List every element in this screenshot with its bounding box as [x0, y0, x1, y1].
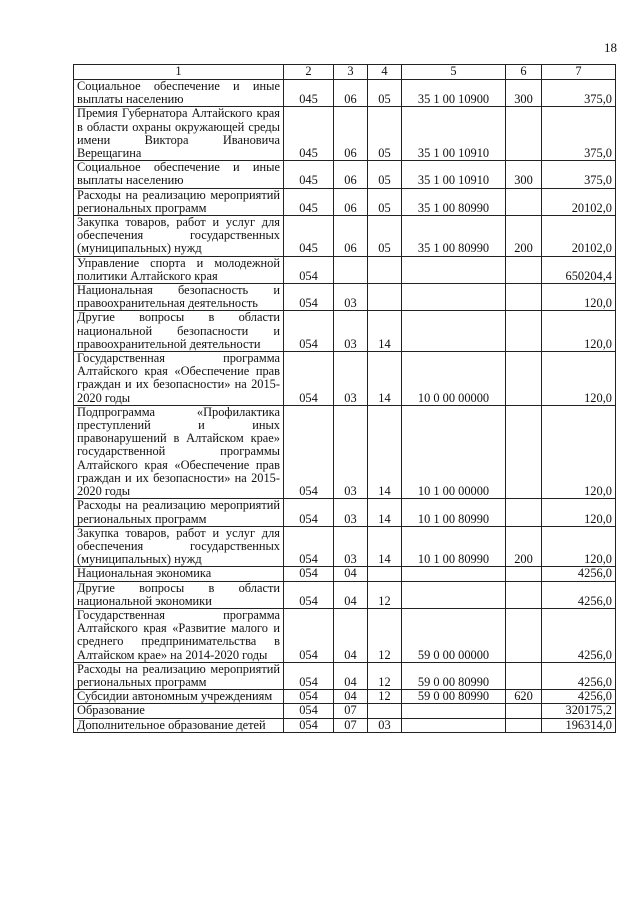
subsection-code: 05 [368, 188, 402, 215]
subsection-code: 12 [368, 608, 402, 662]
ministry-code: 054 [284, 608, 334, 662]
amount: 120,0 [542, 526, 616, 567]
table-row [74, 718, 616, 732]
expense-type-code [506, 704, 542, 718]
row-name: Расходы на реализацию мероприятий региональных программ [74, 499, 284, 526]
column-number: 7 [542, 65, 616, 80]
amount: 120,0 [542, 284, 616, 311]
amount: 20102,0 [542, 216, 616, 257]
subsection-code: 12 [368, 581, 402, 608]
target-item-code: 59 0 00 80990 [402, 662, 506, 689]
column-number: 1 [74, 65, 284, 80]
target-item-code [402, 718, 506, 732]
section-code: 04 [334, 608, 368, 662]
amount: 20102,0 [542, 188, 616, 215]
row-name: Закупка товаров, работ и услуг для обеспечения государственных (муниципальных) нужд [74, 526, 284, 567]
expense-type-code [506, 405, 542, 498]
table-row [74, 499, 616, 526]
row-name: Управление спорта и молодежной политики Алтайского края [74, 256, 284, 283]
expense-type-code [506, 352, 542, 406]
subsection-code: 05 [368, 216, 402, 257]
row-name: Национальная безопасность и правоохранительная деятельность [74, 284, 284, 311]
expense-type-code: 200 [506, 216, 542, 257]
section-code: 03 [334, 311, 368, 352]
subsection-code: 14 [368, 405, 402, 498]
section-code: 06 [334, 188, 368, 215]
target-item-code [402, 311, 506, 352]
ministry-code: 054 [284, 662, 334, 689]
row-name: Дополнительное образование детей [74, 718, 284, 732]
ministry-code: 045 [284, 216, 334, 257]
expense-type-code [506, 256, 542, 283]
section-code: 06 [334, 80, 368, 107]
amount: 4256,0 [542, 567, 616, 581]
table-row [74, 662, 616, 689]
section-code [334, 256, 368, 283]
amount: 4256,0 [542, 662, 616, 689]
expense-type-code [506, 567, 542, 581]
expense-type-code [506, 311, 542, 352]
row-name: Другие вопросы в области национальной безопасности и правоохранительной деятельности [74, 311, 284, 352]
expense-type-code [506, 188, 542, 215]
expense-type-code [506, 284, 542, 311]
section-code: 07 [334, 718, 368, 732]
subsection-code: 12 [368, 662, 402, 689]
subsection-code: 14 [368, 499, 402, 526]
target-item-code [402, 581, 506, 608]
row-name: Государственная программа Алтайского края «Обеспечение прав граждан и их безопасности» на 2015-2020 годы [74, 352, 284, 406]
section-code: 04 [334, 662, 368, 689]
budget-table [73, 64, 616, 733]
amount: 196314,0 [542, 718, 616, 732]
table-row [74, 311, 616, 352]
amount: 4256,0 [542, 690, 616, 704]
expense-type-code [506, 718, 542, 732]
target-item-code: 59 0 00 80990 [402, 690, 506, 704]
subsection-code [368, 567, 402, 581]
table-row [74, 107, 616, 161]
table-row [74, 608, 616, 662]
ministry-code: 054 [284, 405, 334, 498]
table-row [74, 161, 616, 188]
target-item-code [402, 704, 506, 718]
ministry-code: 045 [284, 80, 334, 107]
subsection-code: 03 [368, 718, 402, 732]
target-item-code [402, 567, 506, 581]
ministry-code: 054 [284, 311, 334, 352]
ministry-code: 054 [284, 284, 334, 311]
section-code: 04 [334, 567, 368, 581]
row-name: Образование [74, 704, 284, 718]
ministry-code: 054 [284, 256, 334, 283]
amount: 375,0 [542, 80, 616, 107]
expense-type-code [506, 608, 542, 662]
column-number: 5 [402, 65, 506, 80]
amount: 320175,2 [542, 704, 616, 718]
section-code: 03 [334, 405, 368, 498]
target-item-code: 10 0 00 00000 [402, 352, 506, 406]
target-item-code: 35 1 00 80990 [402, 216, 506, 257]
amount: 4256,0 [542, 608, 616, 662]
amount: 120,0 [542, 405, 616, 498]
amount: 375,0 [542, 107, 616, 161]
column-number: 6 [506, 65, 542, 80]
subsection-code: 14 [368, 352, 402, 406]
row-name: Закупка товаров, работ и услуг для обеспечения государственных (муниципальных) нужд [74, 216, 284, 257]
row-name: Расходы на реализацию мероприятий региональных программ [74, 662, 284, 689]
ministry-code: 045 [284, 188, 334, 215]
ministry-code: 054 [284, 567, 334, 581]
target-item-code [402, 284, 506, 311]
column-number: 2 [284, 65, 334, 80]
target-item-code: 59 0 00 00000 [402, 608, 506, 662]
table-row [74, 405, 616, 498]
target-item-code: 10 1 00 80990 [402, 499, 506, 526]
section-code: 07 [334, 704, 368, 718]
section-code: 03 [334, 352, 368, 406]
amount: 120,0 [542, 311, 616, 352]
expense-type-code [506, 581, 542, 608]
row-name: Государственная программа Алтайского края «Развитие малого и среднего предпринимательства в Алтайском крае» на 2014-2020 годы [74, 608, 284, 662]
section-code: 06 [334, 107, 368, 161]
expense-type-code [506, 499, 542, 526]
subsection-code: 14 [368, 526, 402, 567]
row-name: Национальная экономика [74, 567, 284, 581]
target-item-code: 35 1 00 10910 [402, 107, 506, 161]
row-name: Субсидии автономным учреждениям [74, 690, 284, 704]
row-name: Социальное обеспечение и иные выплаты населению [74, 80, 284, 107]
target-item-code: 10 1 00 00000 [402, 405, 506, 498]
section-code: 03 [334, 284, 368, 311]
ministry-code: 054 [284, 690, 334, 704]
section-code: 04 [334, 690, 368, 704]
row-name: Подпрограмма «Профилактика преступлений и иных правонарушений в Алтайском крае» государственной программы Алтайского края «Обеспечение прав граждан и их безопасности» на 2015-2020 годы [74, 405, 284, 498]
row-name: Расходы на реализацию мероприятий региональных программ [74, 188, 284, 215]
column-number: 3 [334, 65, 368, 80]
ministry-code: 054 [284, 581, 334, 608]
target-item-code: 35 1 00 10900 [402, 80, 506, 107]
row-name: Социальное обеспечение и иные выплаты населению [74, 161, 284, 188]
subsection-code: 12 [368, 690, 402, 704]
subsection-code: 05 [368, 107, 402, 161]
ministry-code: 054 [284, 352, 334, 406]
amount: 4256,0 [542, 581, 616, 608]
subsection-code [368, 704, 402, 718]
amount: 375,0 [542, 161, 616, 188]
target-item-code [402, 256, 506, 283]
expense-type-code: 300 [506, 80, 542, 107]
ministry-code: 054 [284, 526, 334, 567]
row-name: Премия Губернатора Алтайского края в области охраны окружающей среды имени Виктора Ивановича Верещагина [74, 107, 284, 161]
expense-type-code [506, 662, 542, 689]
page-number: 18 [604, 40, 617, 55]
ministry-code: 054 [284, 718, 334, 732]
table-row [74, 256, 616, 283]
table-row [74, 188, 616, 215]
subsection-code: 05 [368, 80, 402, 107]
column-number: 4 [368, 65, 402, 80]
target-item-code: 10 1 00 80990 [402, 526, 506, 567]
section-code: 03 [334, 499, 368, 526]
section-code: 06 [334, 161, 368, 188]
table-row [74, 80, 616, 107]
column-number-row [74, 65, 616, 80]
subsection-code [368, 256, 402, 283]
row-name: Другие вопросы в области национальной экономики [74, 581, 284, 608]
table-row [74, 284, 616, 311]
table-row [74, 352, 616, 406]
subsection-code: 05 [368, 161, 402, 188]
subsection-code: 14 [368, 311, 402, 352]
expense-type-code: 300 [506, 161, 542, 188]
amount: 120,0 [542, 499, 616, 526]
table-row [74, 526, 616, 567]
amount: 650204,4 [542, 256, 616, 283]
ministry-code: 054 [284, 499, 334, 526]
table-row [74, 690, 616, 704]
amount: 120,0 [542, 352, 616, 406]
section-code: 04 [334, 581, 368, 608]
expense-type-code [506, 107, 542, 161]
subsection-code [368, 284, 402, 311]
table-row [74, 704, 616, 718]
table-row [74, 216, 616, 257]
ministry-code: 045 [284, 107, 334, 161]
expense-type-code: 620 [506, 690, 542, 704]
target-item-code: 35 1 00 80990 [402, 188, 506, 215]
ministry-code: 045 [284, 161, 334, 188]
expense-type-code: 200 [506, 526, 542, 567]
section-code: 03 [334, 526, 368, 567]
target-item-code: 35 1 00 10910 [402, 161, 506, 188]
section-code: 06 [334, 216, 368, 257]
table-row [74, 581, 616, 608]
table-row [74, 567, 616, 581]
ministry-code: 054 [284, 704, 334, 718]
